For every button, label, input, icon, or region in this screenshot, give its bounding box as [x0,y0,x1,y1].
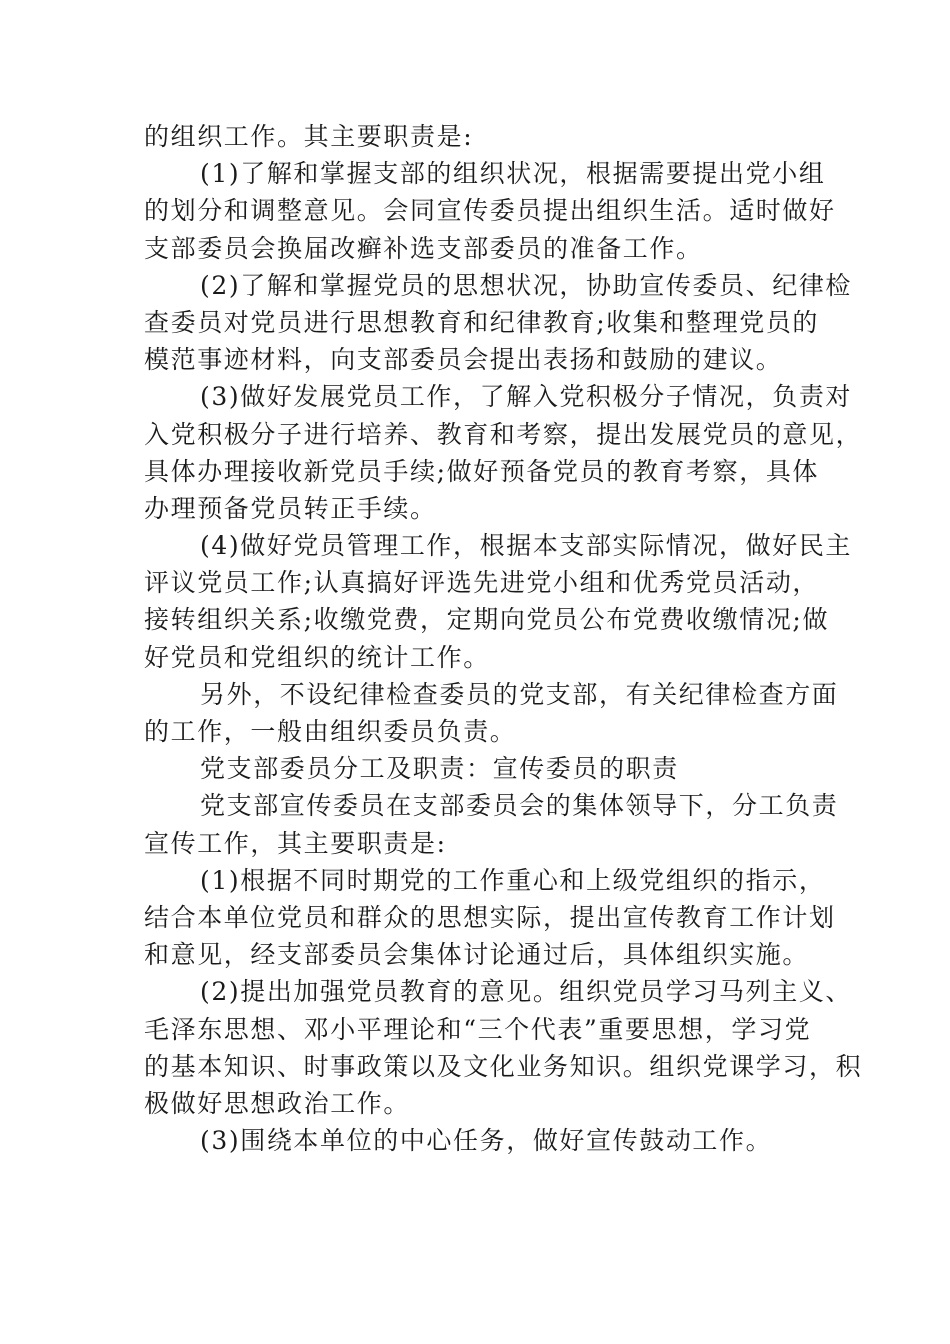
text-line: 结合本单位党员和群众的思想实际，提出宣传教育工作计划 [144,902,836,932]
text-line: 具体办理接收新党员手续;做好预备党员的教育考察，具体 [144,456,820,486]
text-line: (1)根据不同时期党的工作重心和上级党组织的指示， [200,865,826,895]
paragraph [144,118,808,155]
paragraph [144,787,839,861]
text-line: 党支部委员分工及职责：宣传委员的职责 [200,754,679,784]
paragraph [144,267,853,379]
text-line: 党支部宣传委员在支部委员会的集体领导下，分工负责 [200,791,839,821]
text-line: 接转组织关系;收缴党费，定期向党员公布党费收缴情况;做 [144,605,830,635]
text-line: 支部委员会换届改癣补选支部委员的准备工作。 [144,233,703,263]
paragraph [144,527,853,676]
text-line: 极做好思想政治工作。 [144,1088,411,1118]
text-line: 的划分和调整意见。会同宣传委员提出组织生活。适时做好 [144,196,836,226]
text-line: (2)了解和掌握党员的思想状况，协助宣传委员、纪律检 [200,270,853,300]
text-line: 入党积极分子进行培养、教育和考察，提出发展党员的意见， [144,419,863,449]
text-line: (4)做好党员管理工作，根据本支部实际情况，做好民主 [200,531,853,561]
paragraph [144,378,863,527]
text-line: (3)围绕本单位的中心任务，做好宣传鼓动工作。 [200,1126,773,1156]
body-text [144,118,863,1159]
text-line: 毛泽东思想、邓小平理论和“三个代表”重要思想，学习党 [144,1014,812,1044]
text-line: 好党员和党组织的统计工作。 [144,642,490,672]
section-heading [144,750,808,787]
text-line: 的基本知识、时事政策以及文化业务知识。组织党课学习，积 [144,1051,863,1081]
text-line: 和意见，经支部委员会集体讨论通过后，具体组织实施。 [144,940,810,970]
text-line: 查委员对党员进行思想教育和纪律教育;收集和整理党员的 [144,307,820,337]
paragraph [144,676,839,750]
paragraph [144,862,836,974]
text-line: 的组织工作。其主要职责是: [144,122,474,151]
paragraph [144,155,836,267]
text-line: 模范事迹材料，向支部委员会提出表扬和鼓励的建议。 [144,345,783,375]
text-line: (3)做好发展党员工作，了解入党积极分子情况，负责对 [200,382,853,412]
text-line: 办理预备党员转正手续。 [144,493,437,523]
text-line: (2)提出加强党员教育的意见。组织党员学习马列主义、 [200,977,853,1007]
text-line: 宣传工作，其主要职责是: [144,828,447,858]
text-line: (1)了解和掌握支部的组织状况，根据需要提出党小组 [200,159,826,189]
text-line: 评议党员工作;认真搞好评选先进党小组和优秀党员活动， [144,568,820,598]
paragraph [144,1122,808,1159]
text-line: 另外，不设纪律检查委员的党支部，有关纪律检查方面 [200,679,839,709]
text-line: 的工作，一般由组织委员负责。 [144,717,517,746]
paragraph [144,973,863,1122]
